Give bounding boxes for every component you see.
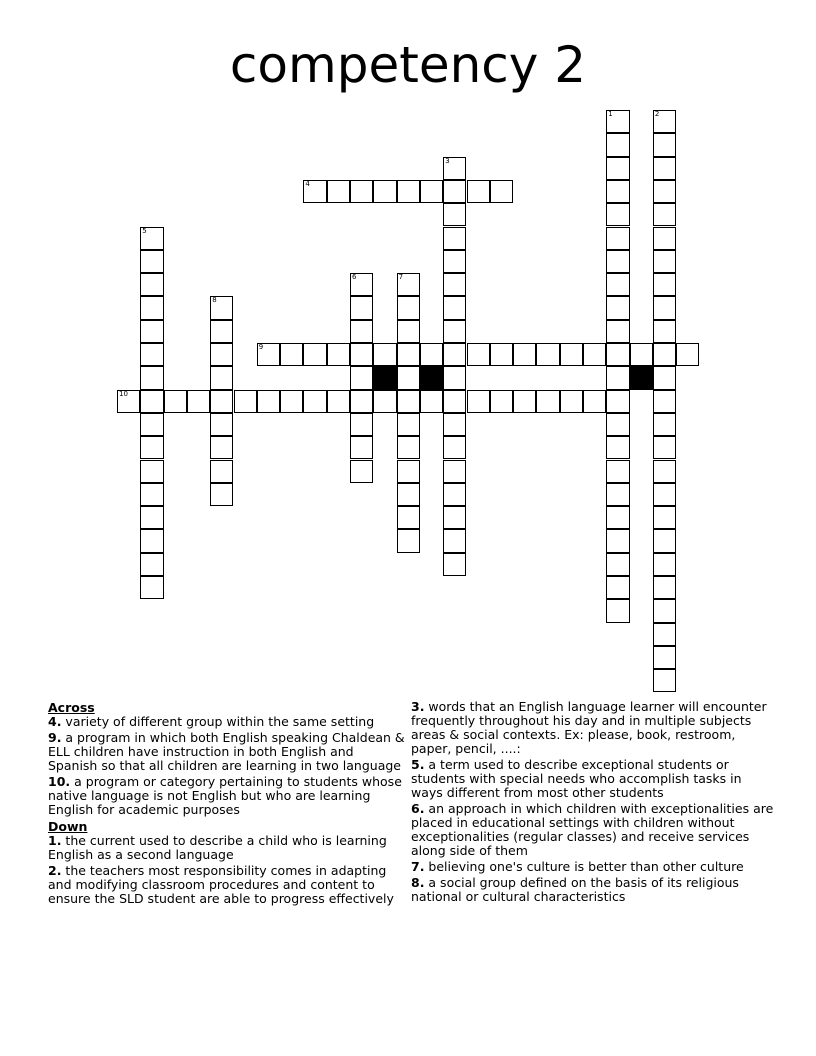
grid-cell[interactable] — [606, 157, 629, 180]
clue-item-number: 8. — [411, 875, 425, 890]
grid-cell[interactable] — [350, 366, 373, 389]
grid-cell[interactable] — [653, 133, 676, 156]
grid-cell[interactable] — [653, 460, 676, 483]
grid-cell[interactable] — [350, 390, 373, 413]
grid-cell[interactable] — [397, 343, 420, 366]
grid-cell[interactable] — [606, 296, 629, 319]
grid-cell[interactable] — [140, 553, 163, 576]
grid-cell[interactable] — [397, 436, 420, 459]
grid-cell[interactable] — [350, 413, 373, 436]
grid-cell[interactable] — [210, 413, 233, 436]
grid-cell[interactable] — [397, 483, 420, 506]
clue-item-text: words that an English language learner will encounter frequently throughout his day and in multiple subjects areas & social contexts. Ex: please, book, restroom, paper, pencil, ....: — [411, 699, 767, 756]
grid-cell[interactable] — [397, 273, 420, 296]
grid-cell[interactable] — [606, 506, 629, 529]
grid-cell[interactable] — [397, 296, 420, 319]
grid-cell[interactable] — [210, 343, 233, 366]
grid-cell[interactable] — [373, 343, 396, 366]
grid-cell[interactable] — [140, 227, 163, 250]
grid-cell[interactable] — [420, 180, 443, 203]
grid-cell[interactable] — [397, 366, 420, 389]
clue-item-number: 2. — [48, 863, 62, 878]
clue-item-number: 9. — [48, 730, 62, 745]
grid-cell[interactable] — [140, 436, 163, 459]
grid-cell[interactable] — [606, 599, 629, 622]
grid-cell[interactable] — [210, 320, 233, 343]
grid-cell[interactable] — [210, 390, 233, 413]
down-heading: Down — [48, 819, 88, 834]
grid-cell[interactable] — [653, 273, 676, 296]
grid-cell[interactable] — [350, 343, 373, 366]
grid-cell[interactable] — [303, 343, 326, 366]
grid-cell[interactable] — [140, 273, 163, 296]
grid-cell[interactable] — [350, 436, 373, 459]
clue-item — [48, 731, 406, 773]
grid-cell[interactable] — [606, 110, 629, 133]
grid-cell[interactable] — [420, 343, 443, 366]
grid-block — [420, 366, 443, 389]
across-clue-list — [48, 715, 406, 817]
grid-cell[interactable] — [467, 390, 490, 413]
grid-cell[interactable] — [140, 250, 163, 273]
clue-item-text: a social group defined on the basis of its religious national or cultural characteristics — [411, 875, 739, 904]
grid-cell[interactable] — [443, 390, 466, 413]
clue-item-number: 6. — [411, 801, 425, 816]
grid-cell[interactable] — [490, 180, 513, 203]
clue-item-number: 7. — [411, 859, 425, 874]
grid-cell[interactable] — [513, 390, 536, 413]
grid-cell[interactable] — [257, 390, 280, 413]
grid-cell[interactable] — [373, 390, 396, 413]
clue-number: 1 — [608, 110, 613, 118]
grid-cell[interactable] — [140, 506, 163, 529]
grid-cell[interactable] — [560, 343, 583, 366]
clue-item-text: a program in which both English speaking Chaldean & ELL children have instruction in both English and Spanish so that all children are learning in two language — [48, 730, 405, 773]
grid-cell[interactable] — [490, 343, 513, 366]
grid-cell[interactable] — [653, 646, 676, 669]
clue-item-text: believing one's culture is better than other culture — [424, 859, 744, 874]
grid-cell[interactable] — [653, 296, 676, 319]
clue-number: 9 — [258, 343, 264, 351]
grid-cell[interactable] — [513, 343, 536, 366]
grid-cell[interactable] — [443, 203, 466, 226]
grid-cell[interactable] — [653, 506, 676, 529]
grid-cell[interactable] — [443, 553, 466, 576]
grid-cell[interactable] — [536, 343, 559, 366]
grid-cell[interactable] — [653, 320, 676, 343]
grid-cell[interactable] — [653, 413, 676, 436]
grid-cell[interactable] — [140, 413, 163, 436]
clue-number: 6 — [352, 273, 357, 282]
grid-cell[interactable] — [653, 576, 676, 599]
grid-cell[interactable] — [653, 436, 676, 459]
grid-cell[interactable] — [583, 343, 606, 366]
clue-item — [411, 700, 777, 756]
grid-cell[interactable] — [397, 529, 420, 552]
grid-cell[interactable] — [653, 623, 676, 646]
grid-cell[interactable] — [443, 157, 466, 180]
grid-cell[interactable] — [210, 460, 233, 483]
down-clue-list-continued — [411, 700, 777, 904]
clue-item-number: 4. — [48, 714, 62, 729]
grid-cell[interactable] — [606, 320, 629, 343]
grid-cell[interactable] — [653, 529, 676, 552]
grid-cell[interactable] — [140, 576, 163, 599]
grid-cell[interactable] — [350, 320, 373, 343]
grid-cell[interactable] — [443, 483, 466, 506]
grid-cell[interactable] — [653, 110, 676, 133]
clue-number: 5 — [142, 226, 147, 235]
grid-cell[interactable] — [303, 180, 326, 203]
grid-cell[interactable] — [653, 203, 676, 226]
grid-cell[interactable] — [210, 296, 233, 319]
grid-cell[interactable] — [280, 343, 303, 366]
grid-cell[interactable] — [140, 320, 163, 343]
clues-left-column — [48, 700, 406, 908]
clue-item — [48, 775, 406, 817]
grid-cell[interactable] — [443, 250, 466, 273]
clue-item — [411, 802, 777, 858]
grid-cell[interactable] — [210, 483, 233, 506]
clue-item-text: variety of different group within the same setting — [61, 714, 375, 729]
grid-cell[interactable] — [536, 390, 559, 413]
grid-cell[interactable] — [606, 553, 629, 576]
grid-cell[interactable] — [653, 599, 676, 622]
clue-item — [411, 860, 777, 874]
grid-cell[interactable] — [397, 460, 420, 483]
grid-cell[interactable] — [443, 529, 466, 552]
grid-cell[interactable] — [606, 436, 629, 459]
grid-cell[interactable] — [606, 203, 629, 226]
clue-number: 2 — [654, 110, 660, 118]
clue-item-number: 3. — [411, 699, 425, 714]
down-clue-list — [48, 834, 406, 906]
grid-cell[interactable] — [350, 296, 373, 319]
grid-cell[interactable] — [606, 366, 629, 389]
clue-number: 10 — [119, 389, 128, 398]
grid-cell[interactable] — [467, 343, 490, 366]
across-heading: Across — [48, 700, 95, 715]
grid-cell[interactable] — [676, 343, 699, 366]
grid-cell[interactable] — [140, 343, 163, 366]
clue-number: 8 — [212, 296, 217, 305]
grid-cell[interactable] — [397, 413, 420, 436]
grid-cell[interactable] — [490, 390, 513, 413]
grid-cell[interactable] — [350, 273, 373, 296]
grid-cell[interactable] — [606, 250, 629, 273]
grid-cell[interactable] — [653, 366, 676, 389]
grid-cell[interactable] — [653, 483, 676, 506]
grid-cell[interactable] — [140, 390, 163, 413]
clues-right-column — [411, 700, 777, 906]
grid-cell[interactable] — [164, 390, 187, 413]
grid-cell[interactable] — [140, 366, 163, 389]
grid-cell[interactable] — [630, 343, 653, 366]
grid-cell[interactable] — [443, 320, 466, 343]
grid-cell[interactable] — [653, 669, 676, 692]
grid-cell[interactable] — [397, 390, 420, 413]
grid-cell[interactable] — [303, 390, 326, 413]
grid-cell[interactable] — [443, 273, 466, 296]
clue-number: 3 — [445, 156, 450, 165]
clue-item-text: a program or category pertaining to students whose native language is not English but who are learning English for academic purposes — [48, 774, 402, 817]
grid-cell[interactable] — [257, 343, 280, 366]
grid-cell[interactable] — [443, 296, 466, 319]
clue-item — [411, 876, 777, 904]
puzzle-title: competency 2 — [229, 36, 587, 94]
grid-cell[interactable] — [606, 460, 629, 483]
grid-cell[interactable] — [606, 343, 629, 366]
grid-cell[interactable] — [653, 390, 676, 413]
grid-cell[interactable] — [327, 180, 350, 203]
grid-cell[interactable] — [280, 390, 303, 413]
grid-cell[interactable] — [653, 180, 676, 203]
grid-cell[interactable] — [606, 390, 629, 413]
grid-cell[interactable] — [397, 506, 420, 529]
grid-cell[interactable] — [420, 390, 443, 413]
clue-item — [411, 758, 777, 800]
grid-cell[interactable] — [443, 506, 466, 529]
grid-cell[interactable] — [443, 460, 466, 483]
grid-cell[interactable] — [443, 227, 466, 250]
grid-cell[interactable] — [350, 460, 373, 483]
grid-cell[interactable] — [234, 390, 257, 413]
grid-cell[interactable] — [140, 460, 163, 483]
grid-cell[interactable] — [327, 343, 350, 366]
grid-cell[interactable] — [653, 227, 676, 250]
grid-cell[interactable] — [443, 413, 466, 436]
grid-cell[interactable] — [606, 413, 629, 436]
grid-cell[interactable] — [653, 157, 676, 180]
grid-cell[interactable] — [653, 250, 676, 273]
grid-cell[interactable] — [606, 483, 629, 506]
grid-cell[interactable] — [397, 320, 420, 343]
grid-cell[interactable] — [210, 436, 233, 459]
grid-cell[interactable] — [443, 180, 466, 203]
grid-cell[interactable] — [443, 343, 466, 366]
grid-cell[interactable] — [606, 180, 629, 203]
grid-cell[interactable] — [606, 576, 629, 599]
grid-cell[interactable] — [606, 227, 629, 250]
clue-number: 7 — [398, 273, 404, 282]
grid-cell[interactable] — [350, 180, 373, 203]
grid-cell[interactable] — [443, 436, 466, 459]
clue-item-number: 5. — [411, 757, 425, 772]
clue-item-number: 10. — [48, 774, 71, 789]
clue-item-text: the current used to describe a child who is learning English as a second language — [48, 833, 387, 862]
grid-cell[interactable] — [443, 366, 466, 389]
clue-item — [48, 864, 406, 906]
grid-cell[interactable] — [373, 180, 396, 203]
clue-number: 4 — [305, 179, 310, 188]
grid-cell[interactable] — [606, 133, 629, 156]
clue-item-text: the teachers most responsibility comes in adapting and modifying classroom procedures and content to ensure the SLD student are able to progress effectively — [48, 863, 394, 906]
grid-cell[interactable] — [560, 390, 583, 413]
grid-cell[interactable] — [653, 553, 676, 576]
clue-item-text: a term used to describe exceptional students or students with special needs who accomplish tasks in ways different from most other students — [411, 757, 742, 800]
clue-item — [48, 834, 406, 862]
clue-item-number: 1. — [48, 833, 62, 848]
grid-block — [373, 366, 396, 389]
grid-cell[interactable] — [397, 180, 420, 203]
grid-cell[interactable] — [140, 529, 163, 552]
grid-block — [630, 366, 653, 389]
grid-cell[interactable] — [117, 390, 140, 413]
grid-cell[interactable] — [583, 390, 606, 413]
grid-cell[interactable] — [653, 343, 676, 366]
grid-cell[interactable] — [327, 390, 350, 413]
grid-cell[interactable] — [606, 273, 629, 296]
grid-cell[interactable] — [210, 366, 233, 389]
grid-cell[interactable] — [606, 529, 629, 552]
clue-item-text: an approach in which children with exceptionalities are placed in educational settings with children without exceptionalities (regular classes) and receive services along side of them — [411, 801, 774, 858]
grid-cell[interactable] — [187, 390, 210, 413]
grid-cell[interactable] — [140, 483, 163, 506]
grid-cell[interactable] — [140, 296, 163, 319]
clue-item — [48, 715, 406, 729]
grid-cell[interactable] — [467, 180, 490, 203]
